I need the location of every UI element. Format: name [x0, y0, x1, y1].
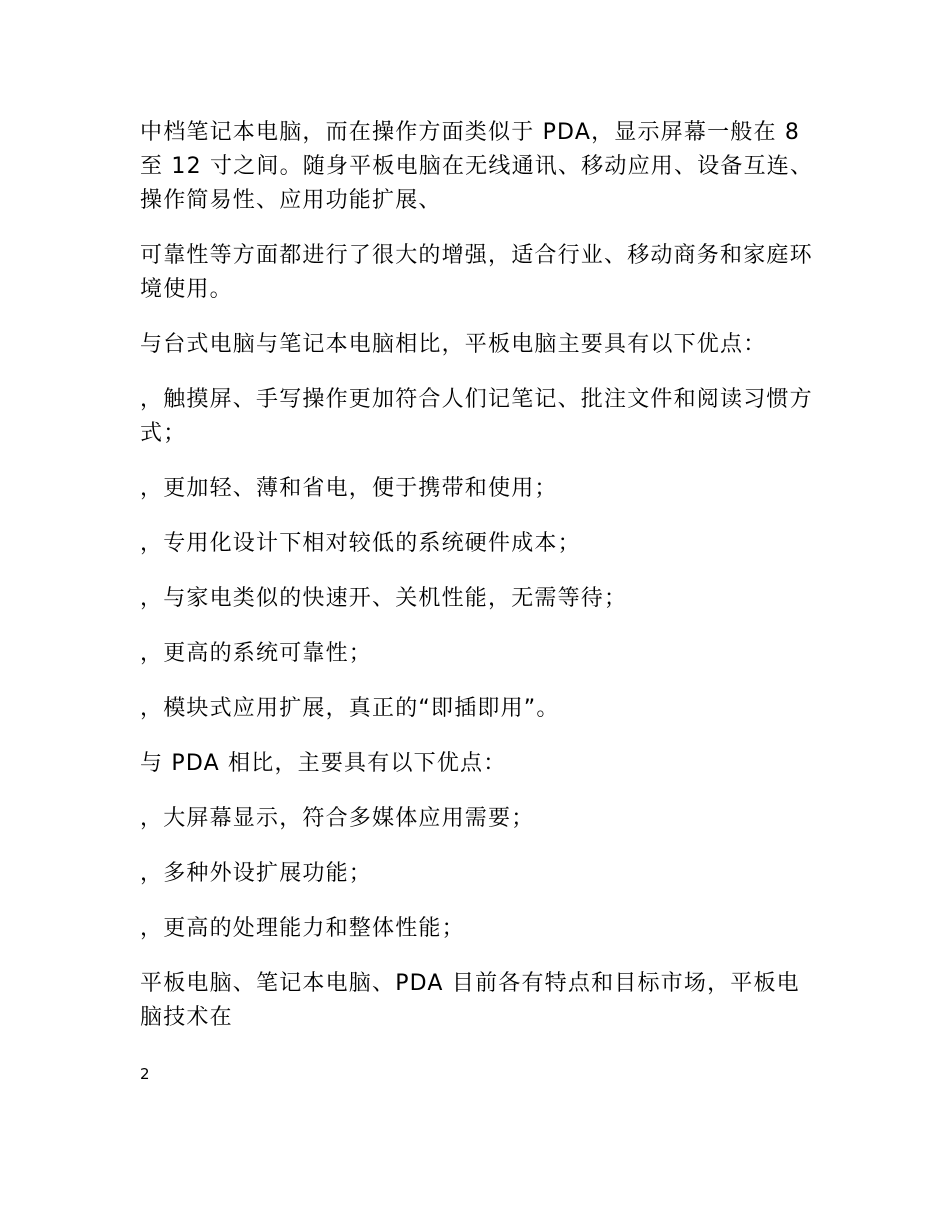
paragraph: 中档笔记本电脑，而在操作方面类似于 PDA，显示屏幕一般在 8 至 12 寸之间。随身平板电脑在无线通讯、移动应用、设备互连、操作简易性、应用功能扩展、 [140, 120, 814, 213]
list-item: ，模块式应用扩展，真正的“即插即用”。 [140, 696, 560, 721]
paragraph: 可靠性等方面都进行了很大的增强，适合行业、移动商务和家庭环境使用。 [140, 243, 813, 302]
list-item: ，与家电类似的快速开、关机性能，无需等待； [140, 586, 628, 611]
list-item: ，更高的系统可靠性； [140, 641, 373, 666]
list-item: ，更加轻、薄和省电，便于携带和使用； [140, 476, 558, 501]
paragraph: 平板电脑、笔记本电脑、PDA 目前各有特点和目标市场，平板电脑技术在 [140, 971, 800, 1030]
paragraph: 与台式电脑与笔记本电脑相比，平板电脑主要具有以下优点： [140, 332, 767, 357]
list-item: ，多种外设扩展功能； [140, 861, 373, 886]
list-item: ，触摸屏、手写操作更加符合人们记笔记、批注文件和阅读习惯方式； [140, 387, 813, 446]
list-item: ，更高的处理能力和整体性能； [140, 916, 465, 941]
list-item: ，大屏幕显示，符合多媒体应用需要； [140, 806, 535, 831]
paragraph: 与 PDA 相比，主要具有以下优点： [140, 751, 507, 776]
page-number: 2 [140, 1065, 150, 1083]
list-item: ，专用化设计下相对较低的系统硬件成本； [140, 531, 581, 556]
document-body [140, 116, 820, 1056]
